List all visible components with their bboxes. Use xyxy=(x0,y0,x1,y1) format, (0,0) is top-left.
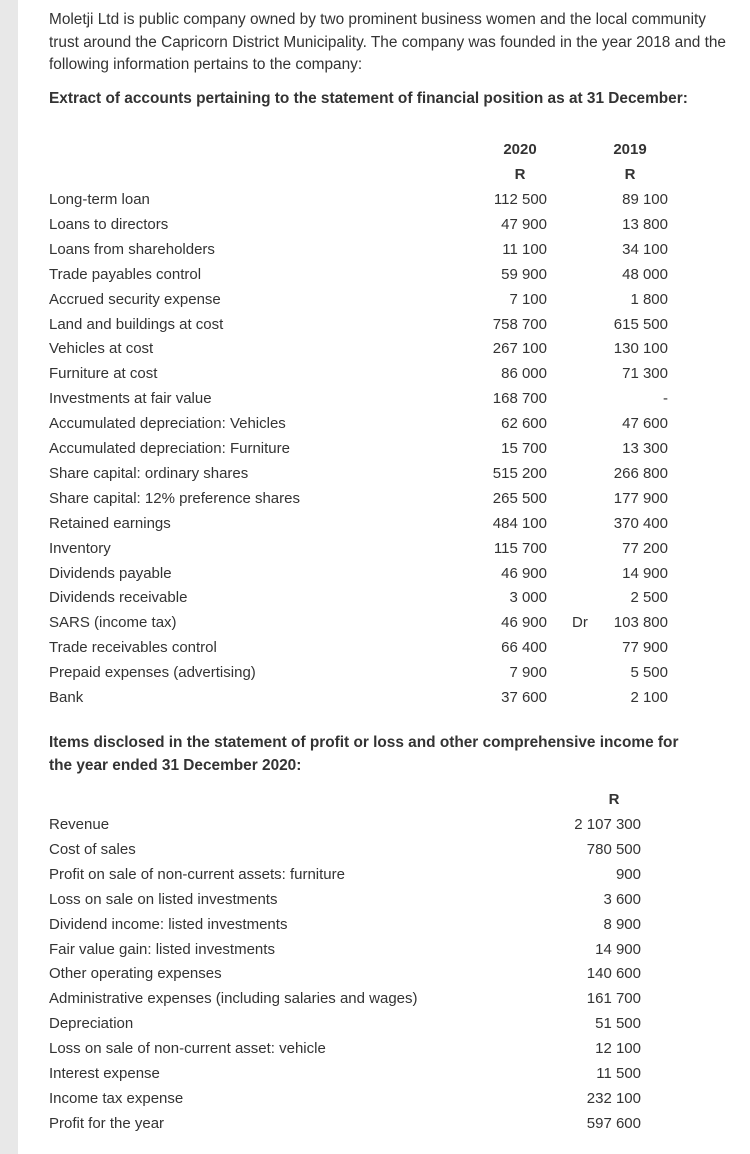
table-row xyxy=(0,1064,750,1089)
table-row xyxy=(0,265,750,290)
value-2020: 37 600 xyxy=(501,689,547,706)
value-2020: 59 900 xyxy=(501,265,547,283)
row-label: Fair value gain: listed investments xyxy=(49,940,275,958)
table-row xyxy=(0,865,750,890)
row-label: Land and buildings at cost xyxy=(49,315,224,333)
table-row xyxy=(0,464,750,489)
row-label: Share capital: 12% preference shares xyxy=(49,489,300,507)
row-label: Trade receivables control xyxy=(49,639,217,657)
value-2019: 1 800 xyxy=(630,290,668,308)
row-label: Interest expense xyxy=(49,1065,160,1082)
value-2020: 46 900 xyxy=(501,614,547,632)
row-label: Bank xyxy=(49,689,84,706)
row-label: Vehicles at cost xyxy=(49,340,154,358)
value-2020: 66 400 xyxy=(501,639,547,657)
value-2019: 77 200 xyxy=(622,539,668,557)
table-row xyxy=(0,688,750,713)
row-label: Dividends receivable xyxy=(49,589,188,607)
table-row xyxy=(0,638,750,663)
table-row xyxy=(0,1014,750,1039)
row-label: Revenue xyxy=(49,816,110,833)
table-row xyxy=(0,414,750,439)
value-amount: 597 600 xyxy=(586,1114,641,1132)
row-label: Long-term loan xyxy=(49,191,150,208)
value-amount: 140 600 xyxy=(586,965,641,983)
value-2020: 47 900 xyxy=(501,215,547,233)
table-row xyxy=(0,215,750,240)
table-row xyxy=(0,439,750,464)
table-row xyxy=(0,989,750,1014)
table-row xyxy=(0,539,750,564)
value-amount: 161 700 xyxy=(586,990,641,1008)
value-2020: 11 100 xyxy=(502,240,547,258)
row-label: Cost of sales xyxy=(49,840,136,858)
row-label: Inventory xyxy=(49,539,111,557)
value-amount: 780 500 xyxy=(586,840,641,858)
row-label: Retained earnings xyxy=(49,514,171,532)
value-amount: 232 100 xyxy=(586,1089,641,1107)
row-label: Dividends payable xyxy=(49,564,172,582)
table-row xyxy=(0,389,750,414)
value-amount: 11 500 xyxy=(596,1065,641,1082)
table-row xyxy=(0,915,750,940)
row-label: Administrative expenses (including salaries and wages) xyxy=(49,990,418,1008)
table-row xyxy=(0,1039,750,1064)
value-2020: 115 700 xyxy=(493,539,547,557)
row-label: Profit on sale of non-current assets: furniture xyxy=(49,865,345,883)
row-label: Accumulated depreciation: Vehicles xyxy=(49,415,286,433)
value-2019: 13 800 xyxy=(622,215,668,233)
row-label: Dividend income: listed investments xyxy=(49,915,288,933)
col-header-2020: 2020 xyxy=(503,141,537,158)
table-row xyxy=(0,190,750,215)
row-label: Share capital: ordinary shares xyxy=(49,464,249,482)
value-2019: 13 300 xyxy=(622,440,668,457)
value-2020: 168 700 xyxy=(492,390,547,408)
row-label: Depreciation xyxy=(49,1015,134,1033)
value-2019: 89 100 xyxy=(622,191,668,208)
row-label: Furniture at cost xyxy=(49,365,158,383)
value-2019: 266 800 xyxy=(613,464,668,482)
col-header-2019: 2019 xyxy=(613,141,647,158)
value-2020: 86 000 xyxy=(501,365,547,383)
value-2019: 34 100 xyxy=(622,240,668,258)
value-2020: 112 500 xyxy=(493,191,547,208)
value-2019: 48 000 xyxy=(622,265,668,283)
table-row xyxy=(0,514,750,539)
dr-indicator: Dr xyxy=(572,614,588,632)
row-label: SARS (income tax) xyxy=(49,614,177,632)
row-label: Accumulated depreciation: Furniture xyxy=(49,440,290,457)
row-label: Income tax expense xyxy=(49,1089,184,1107)
value-2020: 267 100 xyxy=(492,340,547,358)
pl-heading: Items disclosed in the statement of profit or loss and other comprehensive income for the year ended 31 December 2020: xyxy=(49,734,679,774)
value-amount: 900 xyxy=(615,865,641,883)
currency-2019: R xyxy=(624,166,636,183)
row-label: Loans to directors xyxy=(49,215,169,233)
table-row xyxy=(0,290,750,315)
value-2020: 515 200 xyxy=(492,464,547,482)
table-row xyxy=(0,489,750,514)
row-label: Prepaid expenses (advertising) xyxy=(49,664,256,682)
value-2019: 103 800 xyxy=(613,614,668,632)
row-label: Loans from shareholders xyxy=(49,240,215,258)
table-row xyxy=(0,588,750,613)
row-label: Profit for the year xyxy=(49,1114,165,1132)
value-amount: 51 500 xyxy=(595,1015,641,1033)
table-row xyxy=(0,364,750,389)
currency-2020: R xyxy=(514,166,526,183)
table-row xyxy=(0,613,750,638)
value-2019: 370 400 xyxy=(613,514,668,532)
value-2019: 130 100 xyxy=(613,340,668,358)
value-2019: 5 500 xyxy=(630,664,668,682)
row-label: Trade payables control xyxy=(49,265,202,283)
row-label: Other operating expenses xyxy=(49,965,222,983)
value-2019: - xyxy=(663,390,668,408)
row-label: Loss on sale of non-current asset: vehicle xyxy=(49,1040,326,1058)
table-row xyxy=(0,564,750,589)
value-amount: 14 900 xyxy=(595,940,641,958)
intro-paragraph: Moletji Ltd is public company owned by two prominent business women and the local community trust around the Capricorn District Municipality. The company was founded in the year 2018 and the following information pertains to the company: xyxy=(49,11,726,73)
table-row xyxy=(0,964,750,989)
table-row xyxy=(0,240,750,265)
table-row xyxy=(0,315,750,340)
value-2019: 47 600 xyxy=(622,415,668,433)
value-2020: 265 500 xyxy=(492,489,547,507)
table-row xyxy=(0,840,750,865)
value-2020: 484 100 xyxy=(492,514,547,532)
table-row xyxy=(0,940,750,965)
value-2020: 15 700 xyxy=(501,440,547,457)
value-2019: 71 300 xyxy=(622,365,668,383)
value-2020: 62 600 xyxy=(501,415,547,433)
value-amount: 3 600 xyxy=(603,890,641,908)
row-label: Loss on sale on listed investments xyxy=(49,890,278,908)
value-amount: 8 900 xyxy=(603,915,641,933)
table-row xyxy=(0,890,750,915)
table-row xyxy=(0,663,750,688)
currency-pl: R xyxy=(608,791,620,808)
value-amount: 2 107 300 xyxy=(574,816,641,833)
table-row xyxy=(0,1089,750,1114)
table-row xyxy=(0,815,750,840)
value-2020: 46 900 xyxy=(501,564,547,582)
value-2019: 615 500 xyxy=(613,315,668,333)
value-2019: 14 900 xyxy=(622,564,668,582)
value-2019: 77 900 xyxy=(622,639,668,657)
value-2020: 7 100 xyxy=(509,290,547,308)
value-amount: 12 100 xyxy=(595,1040,641,1058)
row-label: Accrued security expense xyxy=(49,290,221,308)
table-row xyxy=(0,1114,750,1139)
value-2020: 3 000 xyxy=(509,589,547,607)
value-2019: 2 500 xyxy=(630,589,668,607)
value-2019: 177 900 xyxy=(613,489,668,507)
table-row xyxy=(0,339,750,364)
value-2019: 2 100 xyxy=(630,689,668,706)
sfp-heading: Extract of accounts pertaining to the statement of financial position as at 31 December: xyxy=(49,90,688,107)
value-2020: 7 900 xyxy=(509,664,547,682)
row-label: Investments at fair value xyxy=(49,390,212,408)
value-2020: 758 700 xyxy=(492,315,547,333)
